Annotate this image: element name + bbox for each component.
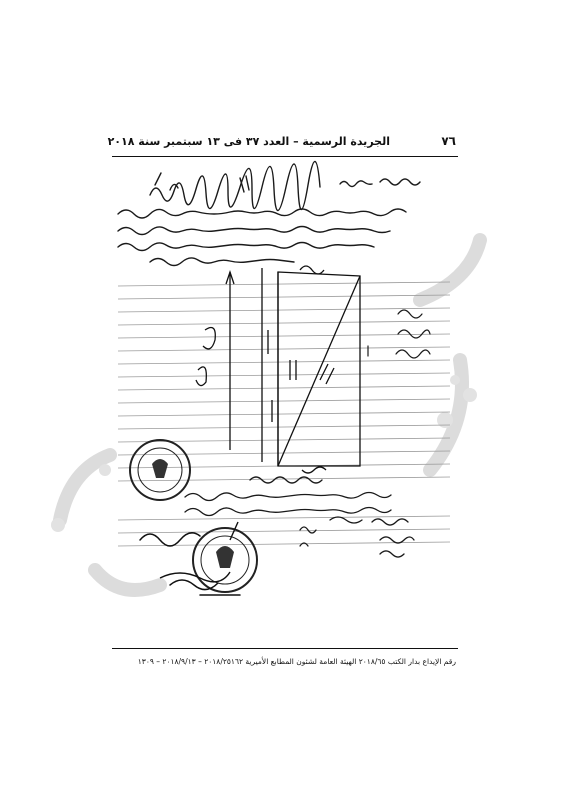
land-plot-sketch [196, 266, 360, 473]
watermark [60, 240, 480, 590]
legal-deposit-note: رقم الإيداع بدار الكتب ٢٠١٨/٦٥ الهيئة العامة لشئون المطابع الأميرية ٢٠١٨/٢٥١٦٢ – ٢٠١٨/٩/١٣ – ١٣٠٩ [137, 657, 456, 666]
left-seal [130, 440, 190, 500]
ruled-lines [118, 282, 450, 546]
gazette-title: الجريدة الرسمية – العدد ٣٧ فى ١٣ سبتمبر سنة ٢٠١٨ [107, 135, 390, 148]
handwritten-text [118, 161, 420, 265]
page-footer [112, 648, 458, 673]
page-number: ٧٦ [441, 134, 456, 148]
